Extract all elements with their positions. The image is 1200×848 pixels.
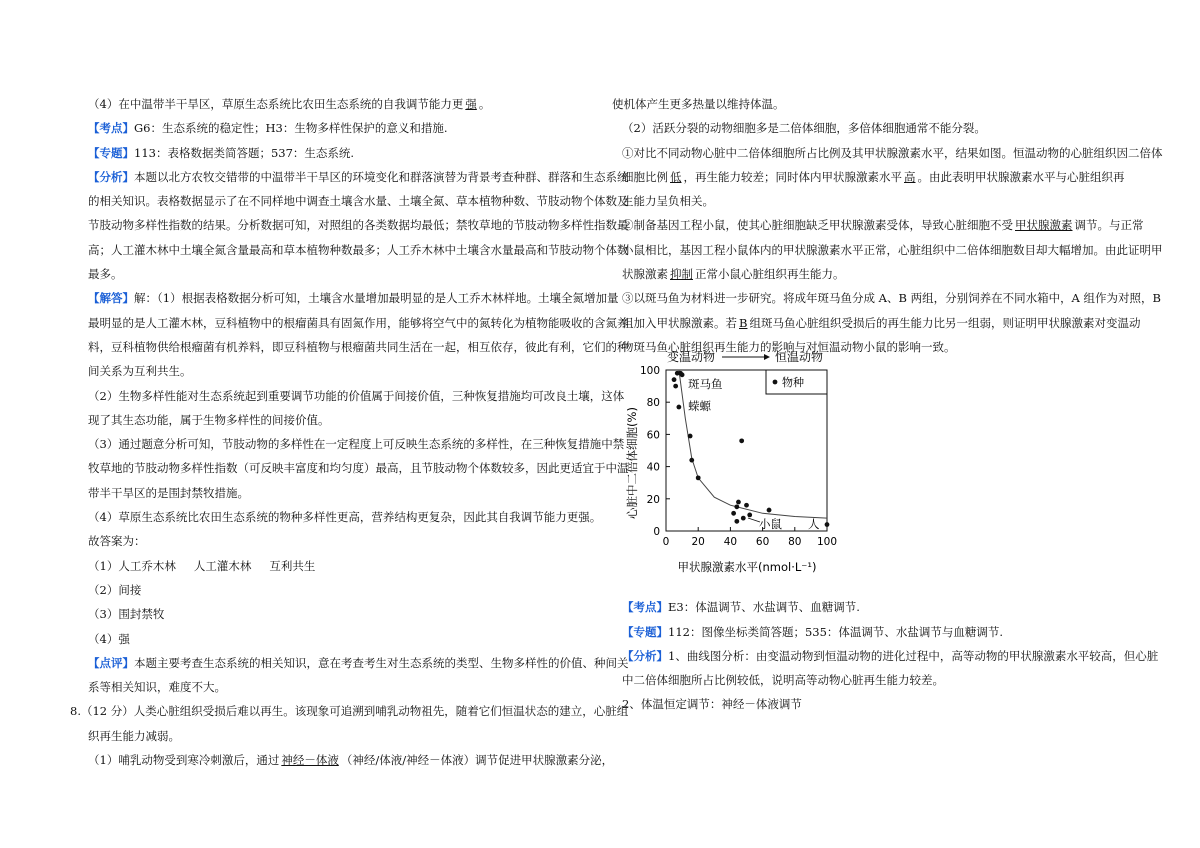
dianping-line	[88, 651, 629, 675]
y-tick-label: 0	[653, 526, 660, 538]
fenxi-text: 的相关知识。表格数据显示了在不同样地中调查土壤含水量、土壤全氮、草本植物种数、节肢动物个体数及	[88, 194, 629, 209]
q8-1-line	[88, 748, 614, 772]
data-point	[696, 475, 701, 480]
q8-2-p2-line3	[622, 262, 1132, 286]
kaodian-text: E3：体温调节、水盐调节、血糖调节.	[668, 600, 860, 615]
fenxi-line	[622, 644, 1159, 668]
kaodian-text: G6：生态系统的稳定性；H3：生物多样性保护的意义和措施.	[134, 121, 448, 136]
dianping-text: 系等相关知识，难度不大。	[88, 680, 226, 695]
q8-2-answer-low: 低	[670, 169, 682, 184]
y-tick-label: 40	[646, 461, 660, 474]
para3-text: （3）通过题意分析可知，节肢动物的多样性在一定程度上可反映生态系统的多样性，在三种恢复措施中禁	[88, 437, 625, 452]
data-point	[672, 377, 677, 382]
jieda-text: 间关系为互利共生。	[88, 364, 192, 379]
q8-2-p3: ③以斑马鱼为材料进一步研究。将成年斑马鱼分成 A、B 两组，分别饲养在不同水箱中，A 组作为对照，B	[622, 291, 1161, 306]
kaodian-line	[622, 595, 1132, 619]
para2-text: （2）生物多样性能对生态系统起到重要调节功能的价值属于间接价值，三种恢复措施均可改良土壤，这体	[88, 388, 625, 403]
q4-tail: 。	[478, 97, 491, 111]
x-tick-label: 80	[788, 536, 802, 548]
data-point	[739, 438, 744, 443]
q4-answer: 强	[465, 97, 477, 111]
legend-label: 物种	[782, 376, 804, 389]
q8-1-tail: （神经/体液/神经－体液）调节促进甲状腺激素分泌，	[340, 753, 614, 768]
zhuanti-tag: 【专题】	[88, 145, 134, 160]
fenxi-text: 2、体温恒定调节：神经－体液调节	[622, 697, 802, 712]
answer-4: （4）强	[88, 631, 130, 646]
zhuanti-text: 113：表格数据类简答题；537：生态系统.	[134, 145, 355, 160]
data-point	[825, 522, 830, 527]
q8-1-cont: 使机体产生更多热量以维持体温。	[612, 97, 785, 111]
zhuanti-line	[622, 620, 1132, 644]
data-point	[734, 504, 739, 509]
fenxi-text: 本题以北方农牧交错带的中温带半干旱区的环境变化和群落演替为背景考查种群、群落和生态系统	[134, 169, 629, 184]
q4-line	[88, 92, 590, 116]
fenxi-text: 节肢动物多样性指数的结果。分析数据可知，对照组的各类数据均最低；禁牧草地的节肢动物多样性指数最	[88, 218, 629, 233]
jieda-text: 料，豆科植物供给根瘤菌有机养料，即豆科植物与根瘤菌共同生活在一起，相互依存，彼此有利，它们的种	[88, 339, 629, 354]
zhuanti-tag: 【专题】	[622, 624, 668, 639]
data-point	[680, 372, 685, 377]
q8-2-p1: ①对比不同动物心脏中二倍体细胞所占比例及其甲状腺激素水平，结果如图。恒温动物的心脏组织因二倍体	[622, 145, 1163, 160]
x-tick-label: 60	[755, 536, 770, 548]
evolution-arrow-head	[764, 354, 770, 360]
fenxi-text: 最多。	[88, 267, 123, 282]
x-tick-label: 20	[691, 536, 705, 548]
para3-text: 牧草地的节肢动物多样性指数（可反映丰富度和均匀度）最高，且节肢动物个体数较多，因此更适宜于中温	[88, 461, 629, 476]
para3-text: 带半干旱区的是围封禁牧措施。	[88, 485, 249, 500]
q8-stem: 8.（12 分）人类心脏组织受损后难以再生。该现象可追溯到哺乳动物祖先，随着它们恒温状态的建立，心脏组	[70, 704, 629, 719]
q8-2-p3-line2	[622, 311, 1141, 335]
q8-2-p2: 小鼠相比，基因工程小鼠体内的甲状腺激素水平正常，心脏组织中二倍体细胞数目却大幅增加。由此证明甲	[622, 242, 1163, 257]
q8-2-stem: （2）活跃分裂的动物细胞多是二倍体细胞，多倍体细胞通常不能分裂。	[622, 121, 986, 136]
data-point	[689, 458, 694, 463]
para2-text: 现了其生态功能，属于生物多样性的间接价值。	[88, 412, 330, 427]
q8-2-answer-hormone: 甲状腺激素	[1015, 218, 1073, 233]
data-point	[673, 384, 678, 389]
q8-2-p1-line2	[622, 165, 1132, 189]
dianping-text: 本题主要考查生态系统的相关知识，意在考查考生对生态系统的类型、生物多样性的价值、种间关	[134, 655, 629, 670]
annotation-human: 人	[808, 517, 820, 531]
data-point	[744, 503, 749, 508]
jieda-line	[88, 286, 619, 310]
kaodian-line	[88, 116, 590, 140]
data-point	[734, 519, 739, 524]
answer-3: （3）围封禁牧	[88, 607, 165, 622]
q8-2-p1-text: 细胞比例	[622, 169, 668, 184]
answer-intro: 故答案为：	[88, 534, 146, 549]
q8-2-p2-text: 状腺激素	[622, 267, 668, 282]
annotation-zebrafish: 斑马鱼	[688, 377, 723, 391]
q8-2-answer-high: 高	[904, 169, 916, 184]
q8-1-text: （1）哺乳动物受到寒冷刺激后，通过	[88, 753, 280, 768]
data-point	[676, 405, 681, 410]
zhuanti-text: 112：图像坐标类简答题；535：体温调节、水盐调节与血糖调节.	[668, 624, 1004, 639]
fenxi-line	[88, 165, 629, 189]
answer-1b: 人工灌木林	[193, 558, 252, 573]
answer-1c: 互利共生	[269, 558, 316, 573]
fenxi-text: 中二倍体细胞所占比例较低，说明高等动物心脏再生能力较差。	[622, 673, 944, 688]
q8-2-p2-text: 正常小鼠心脏组织再生能力。	[695, 267, 845, 282]
data-point	[767, 508, 772, 513]
jieda-text: 最明显的是人工灌木林，豆科植物中的根瘤菌具有固氮作用，能够将空气中的氮转化为植物能吸收的含氮养	[88, 315, 629, 330]
q8-2-p1: 生能力呈负相关。	[622, 194, 714, 209]
y-tick-label: 100	[639, 365, 660, 377]
x-tick-label: 40	[723, 536, 738, 548]
data-point	[731, 511, 736, 516]
left-column	[70, 92, 629, 772]
q8-2-p3-text: 组斑马鱼心脏组织受损后的再生能力比另一组弱，则证明甲状腺激素对变温动	[749, 315, 1141, 330]
legend-marker	[773, 380, 778, 385]
q8-1-answer: 神经－体液	[281, 753, 339, 768]
fenxi-tag: 【分析】	[622, 648, 668, 663]
para4-text: （4）草原生态系统比农田生态系统的物种多样性更高，营养结构更复杂，因此其自我调节能力更强。	[88, 510, 602, 525]
data-point	[741, 516, 746, 521]
top-label-homeotherm: 恒温动物	[775, 350, 824, 364]
x-tick-label: 0	[662, 536, 670, 548]
y-tick-label: 20	[646, 493, 660, 506]
q8-2-p1-text: ，再生能力较差；同时体内甲状腺激素水平	[683, 169, 902, 184]
q8-2-p3-text: 组加入甲状腺激素。若	[622, 315, 737, 330]
top-label-poikilotherm: 变温动物	[667, 350, 716, 364]
annotation-newt: 蝾螈	[688, 399, 711, 413]
x-tick-label: 100	[816, 536, 838, 548]
data-point	[736, 500, 741, 505]
kaodian-tag: 【考点】	[622, 600, 668, 615]
q8-2-p1-text: 。由此表明甲状腺激素水平与心脏组织再	[917, 169, 1125, 184]
data-point	[747, 513, 752, 518]
q8-2-p2-line1	[622, 213, 1144, 237]
answer-2: （2）间接	[88, 582, 142, 597]
zhuanti-line	[88, 141, 590, 165]
annotation-mouse: 小鼠	[759, 517, 782, 531]
data-point	[688, 434, 693, 439]
dianping-tag: 【点评】	[88, 655, 134, 670]
fenxi-tag: 【分析】	[88, 169, 134, 184]
jieda-text: 解：（1）根据表格数据分析可知，土壤含水量增加最明显的是人工乔木林样地。土壤全氮增加量	[134, 291, 619, 306]
q8-2-answer-b: B	[739, 315, 748, 330]
q8-2-p3: 物斑马鱼心脏组织再生能力的影响与对恒温动物小鼠的影响一致。	[622, 339, 956, 354]
q8-stem: 织再生能力减弱。	[88, 728, 180, 743]
jieda-tag: 【解答】	[88, 291, 134, 306]
q8-2-answer-inhibit: 抑制	[670, 267, 693, 282]
kaodian-tag: 【考点】	[88, 121, 134, 136]
answer-1a: （1）人工乔木林	[88, 558, 176, 573]
q4-text: （4）在中温带半干旱区，草原生态系统比农田生态系统的自我调节能力更	[88, 97, 464, 111]
y-axis	[640, 365, 670, 538]
fenxi-text: 高；人工灌木林中土壤全氮含量最高和草本植物种数最多；人工乔木林中土壤含水量最高和节肢动物个体数	[88, 242, 629, 257]
q8-2-p2-text: 调节。与正常	[1074, 218, 1144, 233]
answer-1	[88, 554, 590, 578]
fenxi-text: 1、曲线图分析：由变温动物到恒温动物的进化过程中，高等动物的甲状腺激素水平较高，但心脏	[668, 648, 1159, 663]
thyroid-scatter-chart	[622, 348, 852, 578]
y-axis-title: 心脏中二倍体细胞(%)	[625, 407, 639, 519]
y-tick-label: 80	[646, 397, 660, 410]
x-axis-title: 甲状腺激素水平(nmol·L⁻¹)	[677, 560, 817, 574]
q8-2-p2-text: ②制备基因工程小鼠，使其心脏细胞缺乏甲状腺激素受体，导致心脏细胞不受	[622, 218, 1013, 233]
y-tick-label: 60	[646, 429, 660, 442]
